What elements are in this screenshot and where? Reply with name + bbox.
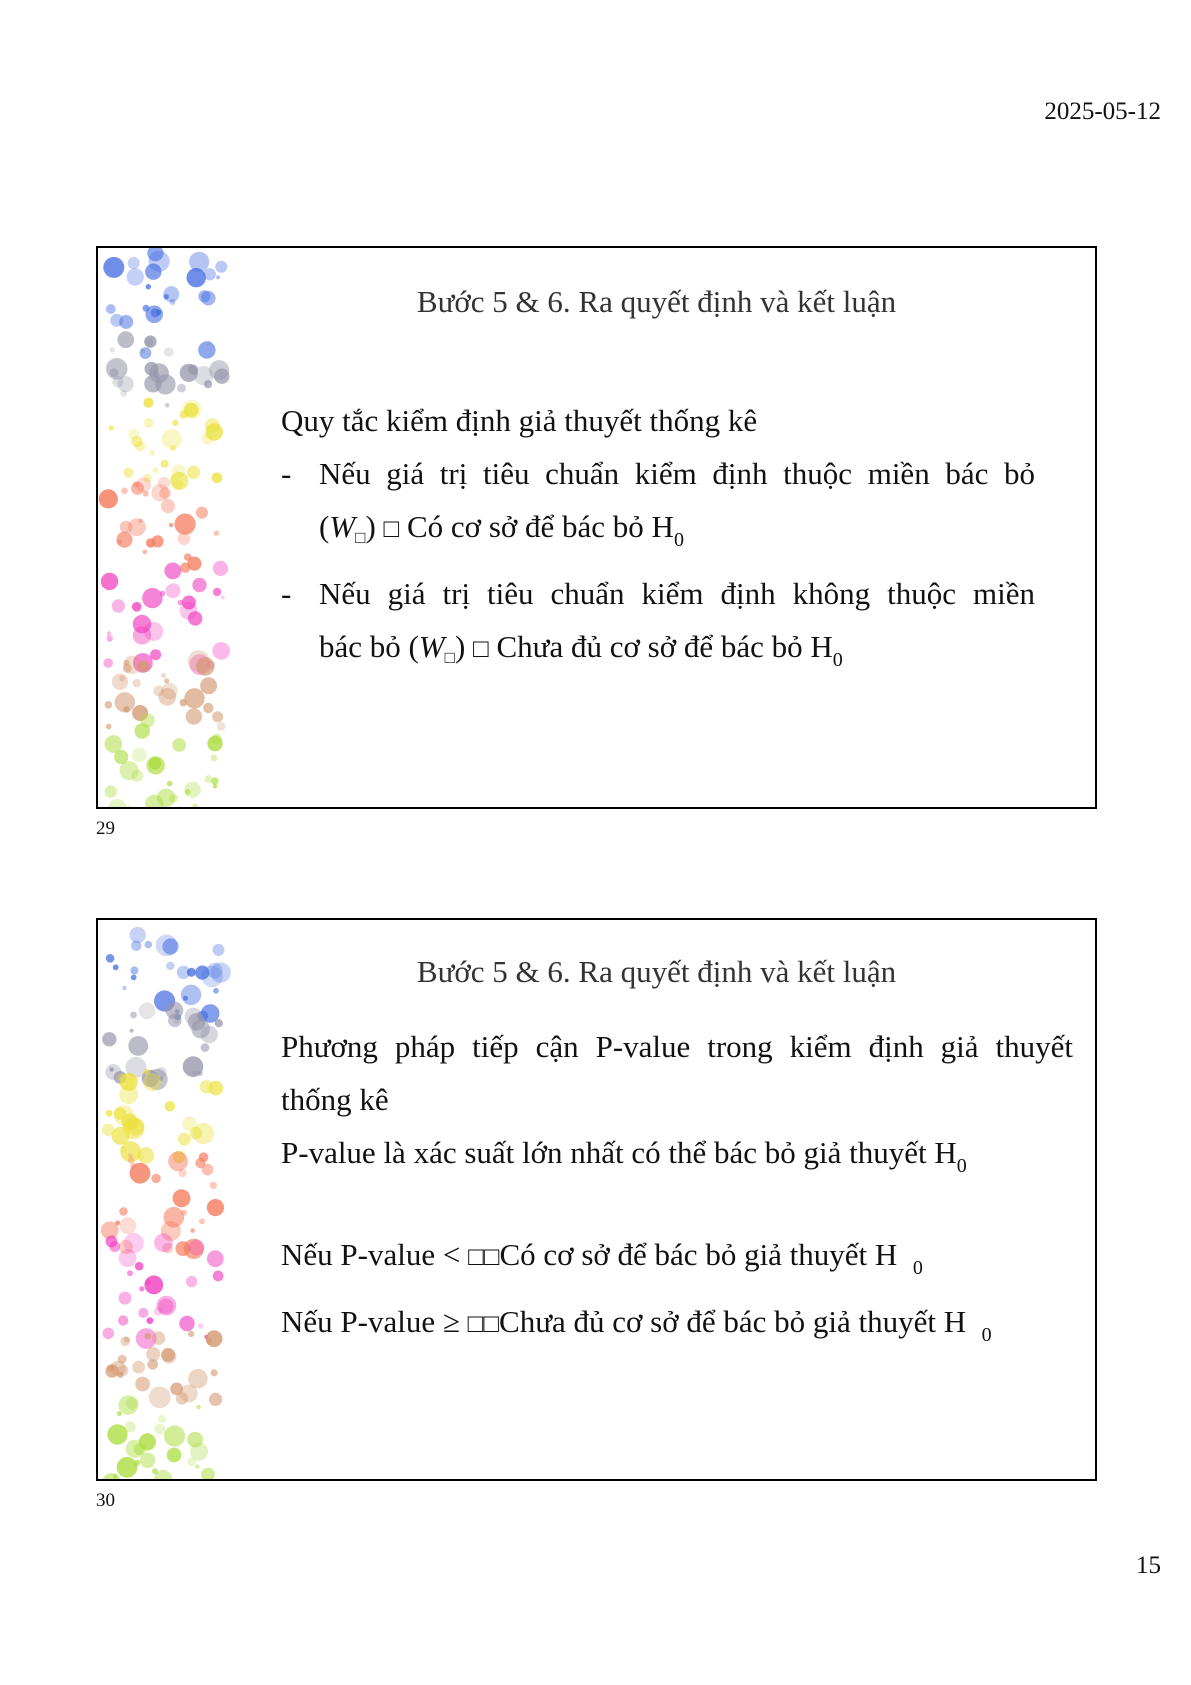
bokeh-decoration [98, 248, 248, 809]
bokeh-dot [190, 1228, 195, 1233]
rule-condition: Nếu P-value ≥ [281, 1304, 468, 1339]
bokeh-dot [164, 1207, 185, 1228]
bullet-text: Nếu giá trị tiêu chuẩn kiểm định thuộc miền bác bỏ [319, 456, 1035, 491]
bokeh-dot [161, 499, 175, 513]
bokeh-dot [152, 1468, 158, 1474]
bokeh-dot [134, 1460, 140, 1466]
bokeh-dot [201, 433, 213, 445]
bokeh-dot [164, 678, 169, 683]
bokeh-dot [109, 425, 114, 430]
bokeh-dot [207, 1250, 224, 1267]
bokeh-dot [216, 275, 220, 279]
rejection-region-symbol: W [418, 629, 445, 664]
slide-heading-cont: thống kê [281, 1082, 389, 1117]
bokeh-dot [118, 376, 134, 392]
bokeh-dot [154, 1233, 173, 1252]
bokeh-dot [162, 1349, 177, 1364]
bokeh-dot [147, 1317, 154, 1324]
bokeh-dot [130, 1163, 151, 1184]
bokeh-dot [188, 1369, 208, 1389]
bokeh-dot [128, 1157, 135, 1164]
bokeh-dot [158, 688, 176, 706]
bokeh-dot [199, 1218, 205, 1224]
bokeh-dot [186, 1276, 197, 1287]
bokeh-dot [104, 735, 122, 753]
bokeh-dot [120, 1217, 137, 1234]
bokeh-dot [200, 677, 217, 694]
bokeh-dot [212, 642, 230, 660]
bokeh-dot [154, 1424, 165, 1435]
bokeh-dot [175, 514, 196, 535]
bokeh-dot [130, 927, 146, 943]
bokeh-dot [135, 1262, 144, 1271]
bullet-item [281, 567, 1035, 620]
bokeh-dot [101, 573, 118, 590]
paren-open: ( [319, 509, 330, 544]
bokeh-dot [128, 429, 139, 440]
bokeh-dot [102, 1032, 116, 1046]
bokeh-dot [188, 611, 202, 625]
bokeh-dot [205, 775, 213, 783]
bokeh-dot [191, 1020, 210, 1039]
bokeh-dot [181, 1210, 187, 1216]
bokeh-dot [165, 403, 170, 408]
bokeh-dot [103, 257, 124, 278]
bokeh-dot [108, 799, 127, 809]
bokeh-dot [168, 1151, 188, 1171]
bokeh-dot [180, 562, 190, 572]
bokeh-dot [164, 563, 181, 580]
rule-text: Có cơ sở để bác bỏ giả thuyết H [499, 1237, 898, 1272]
bokeh-dot [133, 615, 152, 634]
bokeh-dot [145, 941, 153, 949]
decision-rule [281, 1295, 1073, 1362]
bokeh-dot [132, 602, 142, 612]
bokeh-dot [210, 1182, 217, 1189]
bokeh-dot [139, 1433, 156, 1450]
bokeh-dot [112, 599, 125, 612]
bokeh-dot [149, 450, 155, 456]
bokeh-dot [214, 369, 229, 384]
bokeh-dot [120, 1073, 138, 1091]
bokeh-dot [118, 1315, 128, 1325]
bokeh-dot [215, 261, 227, 273]
bokeh-dot [131, 770, 143, 782]
bokeh-dot [130, 1029, 134, 1033]
slide-heading: Phương pháp tiếp cận P-value trong kiểm định giả thuyết [281, 1029, 1073, 1064]
bokeh-dot [119, 1292, 132, 1305]
header-date: 2025-05-12 [1044, 98, 1161, 125]
bokeh-dot [217, 722, 226, 731]
bokeh-dot [119, 1207, 128, 1216]
bokeh-dot [209, 1081, 224, 1096]
bokeh-dot [190, 1443, 208, 1461]
bokeh-dot [139, 1003, 156, 1020]
bokeh-dot [152, 535, 164, 547]
slide-number: 30 [96, 1490, 115, 1511]
bokeh-dot [109, 1241, 120, 1252]
bokeh-dot [130, 1012, 137, 1019]
bokeh-dot [174, 1018, 180, 1024]
bokeh-dot [167, 1448, 182, 1463]
bokeh-dot [139, 1286, 144, 1291]
bokeh-dot [143, 398, 153, 408]
bokeh-dot [119, 675, 125, 681]
bokeh-dot [133, 679, 141, 687]
bokeh-dot [160, 591, 166, 597]
bokeh-dot [188, 1331, 194, 1337]
bokeh-dot [182, 596, 196, 610]
bokeh-dot [112, 674, 128, 690]
bokeh-dot [120, 1146, 126, 1152]
bullet-dash: - [281, 456, 292, 491]
bullet-text: Nếu giá trị tiêu chuẩn kiểm định không thuộc miền [319, 576, 1035, 611]
bokeh-dot [184, 403, 199, 418]
bokeh-dot [109, 1067, 114, 1072]
slide-title: Bước 5 & 6. Ra quyết định và kết luận [416, 954, 897, 989]
bokeh-dot [169, 523, 173, 527]
bokeh-dot [173, 480, 183, 490]
bokeh-dot [123, 706, 129, 712]
bokeh-dot [135, 441, 145, 451]
bokeh-dot [143, 550, 148, 555]
bokeh-decoration [98, 920, 248, 1481]
bokeh-dot [201, 1043, 210, 1052]
slide-30 [96, 918, 1097, 1481]
bokeh-dot [158, 1415, 166, 1423]
bullet-continuation [281, 620, 1035, 687]
bokeh-dot [149, 363, 169, 383]
missing-glyph: □□ [467, 1309, 500, 1338]
bokeh-dot [117, 1457, 138, 1478]
bokeh-dot [152, 1331, 165, 1344]
bokeh-dot [198, 1323, 204, 1329]
bokeh-dot [177, 384, 186, 393]
bokeh-dot [212, 472, 223, 483]
bokeh-dot [102, 1473, 121, 1481]
bokeh-dot [206, 1330, 223, 1347]
bokeh-dot [139, 519, 143, 523]
spacer [281, 1193, 1073, 1228]
bokeh-dot [141, 349, 146, 354]
bokeh-dot [172, 420, 178, 426]
slide-number: 29 [96, 818, 115, 839]
bokeh-dot [103, 658, 113, 668]
bokeh-dot [203, 703, 213, 713]
bokeh-dot [199, 1152, 209, 1162]
bokeh-dot [117, 331, 134, 348]
bokeh-dot [102, 1124, 115, 1137]
bokeh-dot [186, 708, 202, 724]
bokeh-dot [121, 488, 128, 495]
bokeh-dot [189, 252, 209, 272]
bokeh-dot [135, 1377, 150, 1392]
bokeh-dot [151, 1174, 160, 1183]
bokeh-dot [209, 1393, 222, 1406]
bokeh-dot [170, 1383, 183, 1396]
bokeh-dot [106, 1110, 113, 1117]
bokeh-dot [143, 1478, 148, 1481]
bokeh-dot [213, 588, 221, 596]
bullet-item [281, 447, 1035, 500]
bokeh-dot [118, 1395, 138, 1415]
bokeh-dot [178, 1133, 191, 1146]
bokeh-dot [161, 673, 166, 678]
bokeh-dot [202, 1164, 214, 1176]
slide-content [281, 394, 1035, 687]
bokeh-dot [192, 804, 198, 810]
bokeh-dot [158, 1299, 173, 1314]
bokeh-dot [172, 464, 186, 478]
bokeh-dot [132, 748, 147, 763]
bokeh-dot [149, 1386, 171, 1408]
bokeh-dot [166, 583, 181, 598]
bokeh-dot [143, 1073, 161, 1091]
bokeh-dot [114, 1107, 126, 1119]
slide-content [281, 1020, 1073, 1362]
bokeh-dot [106, 724, 112, 730]
bokeh-dot [127, 1270, 133, 1276]
bullet-continuation [281, 500, 1035, 567]
definition-text: P-value là xác suất lớn nhất có thể bác bỏ giả thuyết H [281, 1135, 957, 1170]
subscript: 0 [912, 1257, 923, 1279]
bokeh-dot [140, 1453, 156, 1469]
bokeh-dot [107, 1424, 127, 1444]
bokeh-dot [99, 489, 118, 508]
bokeh-dot [211, 1369, 218, 1376]
missing-glyph: □ [355, 528, 366, 547]
bokeh-dot [165, 1101, 176, 1112]
rule-condition: Nếu P-value < [281, 1237, 469, 1272]
conclusion-text: Có cơ sở để bác bỏ H [406, 509, 674, 544]
bokeh-dot [128, 518, 146, 536]
bokeh-dot [196, 1405, 201, 1410]
bokeh-dot [120, 1336, 130, 1346]
missing-glyph: □□ [468, 1242, 500, 1271]
bokeh-dot [132, 1361, 145, 1374]
bokeh-dot [213, 561, 228, 576]
bokeh-dot [214, 530, 220, 536]
bokeh-dot [128, 1036, 148, 1056]
bokeh-dot [161, 460, 169, 468]
bokeh-dot [131, 482, 144, 495]
bokeh-dot [143, 491, 149, 497]
bokeh-dot [212, 711, 223, 722]
decision-rule [281, 1228, 1073, 1295]
bokeh-dot [142, 588, 162, 608]
pvalue-definition [281, 1126, 1073, 1193]
bokeh-dot [149, 757, 161, 769]
missing-glyph: □ [444, 648, 455, 667]
bokeh-dot [146, 1347, 160, 1361]
bokeh-dot [138, 661, 150, 673]
bokeh-dot [123, 468, 133, 478]
bokeh-dot [179, 1316, 194, 1331]
prefix-text: bác bỏ ( [319, 629, 419, 664]
bullet-dash: - [281, 576, 292, 611]
bokeh-dot [185, 782, 201, 798]
bokeh-dot [201, 1468, 215, 1481]
rule-text: Chưa đủ cơ sở để bác bỏ giả thuyết H [499, 1304, 967, 1339]
bokeh-dot [184, 688, 204, 708]
conclusion-text: Chưa đủ cơ sở để bác bỏ H [496, 629, 833, 664]
bokeh-dot [128, 257, 140, 269]
bokeh-dot [213, 1271, 224, 1282]
bokeh-dot [207, 341, 212, 346]
subscript: 0 [956, 1155, 967, 1177]
bokeh-dot [105, 785, 117, 797]
bokeh-dot [103, 1328, 115, 1340]
bokeh-dot [195, 1464, 200, 1469]
bokeh-dot [180, 364, 198, 382]
bokeh-dot [140, 347, 152, 359]
bokeh-dot [105, 1364, 118, 1377]
rejection-region-symbol: W [329, 509, 356, 544]
bokeh-dot [221, 595, 225, 599]
bokeh-dot [164, 1425, 185, 1446]
bokeh-dot [164, 347, 174, 357]
arrow-glyph: □ [473, 634, 489, 663]
bokeh-dot [211, 777, 218, 784]
page-number: 15 [1136, 1552, 1161, 1579]
bokeh-dot [138, 1147, 155, 1164]
subscript: 0 [832, 649, 843, 671]
bokeh-dot [192, 578, 206, 592]
bokeh-dot [215, 1019, 223, 1027]
bokeh-dot [115, 1221, 120, 1226]
bokeh-dot [144, 1333, 151, 1340]
subscript: 0 [673, 529, 684, 551]
bokeh-dot [191, 1070, 198, 1077]
bokeh-dot [196, 507, 208, 519]
bokeh-dot [107, 635, 113, 641]
bokeh-dot [113, 1474, 118, 1479]
subscript: 0 [981, 1324, 992, 1346]
bokeh-dot [138, 1308, 148, 1318]
bokeh-dot [144, 418, 154, 428]
bokeh-dot [144, 335, 156, 347]
bokeh-dot [110, 347, 115, 352]
bokeh-dot [188, 1239, 204, 1255]
arrow-glyph: □ [383, 514, 400, 543]
bokeh-dot [172, 738, 186, 752]
bokeh-dot [145, 264, 161, 280]
bokeh-dot [117, 1372, 123, 1378]
bokeh-dot [105, 701, 113, 709]
bokeh-dot [207, 1199, 224, 1216]
bokeh-dot [187, 466, 200, 479]
bokeh-dot [173, 1189, 191, 1207]
bokeh-dot [213, 784, 218, 789]
bokeh-dot [167, 781, 173, 787]
bokeh-dot [190, 1127, 203, 1140]
slide-title: Bước 5 & 6. Ra quyết định và kết luận [416, 284, 897, 319]
bokeh-dot [107, 631, 111, 635]
bokeh-dot [144, 1276, 163, 1295]
bokeh-dot [196, 657, 215, 676]
bokeh-dot [134, 723, 150, 739]
bokeh-dot [170, 445, 176, 451]
bokeh-dot [124, 1233, 144, 1253]
slide-heading: Quy tắc kiểm định giả thuyết thống kê [281, 403, 758, 438]
bokeh-dot [153, 467, 159, 473]
slide-29 [96, 246, 1097, 809]
bokeh-dot [198, 1071, 203, 1076]
bokeh-dot [151, 484, 169, 502]
bokeh-dot [210, 754, 217, 761]
bokeh-dot [207, 736, 222, 751]
paren-close: ) [454, 629, 466, 664]
bokeh-dot [116, 532, 132, 548]
bokeh-dot [144, 1069, 151, 1076]
paren-close: ) [365, 509, 376, 544]
bokeh-dot [184, 553, 192, 561]
